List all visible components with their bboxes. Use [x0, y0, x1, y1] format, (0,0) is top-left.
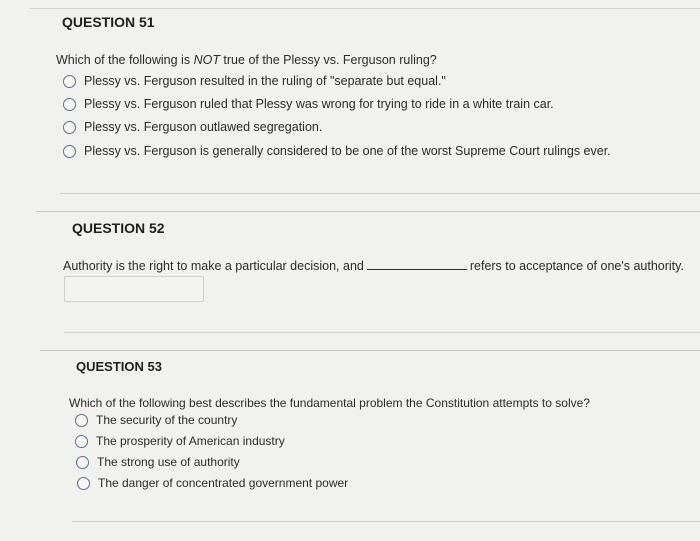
q53-option-2[interactable] — [75, 434, 285, 448]
q53-option-2-label: The prosperity of American industry — [96, 434, 285, 448]
question-52-prompt — [63, 259, 684, 273]
q51-option-4-label: Plessy vs. Ferguson is generally considered to be one of the worst Supreme Court rulings ever. — [84, 144, 611, 158]
radio-button[interactable] — [75, 435, 88, 448]
q53-option-4-label: The danger of concentrated government power — [98, 476, 349, 490]
radio-button[interactable] — [63, 98, 76, 111]
q53-option-3[interactable] — [76, 455, 240, 469]
question-51-prompt-end: true of the Plessy vs. Ferguson ruling? — [219, 53, 437, 67]
q53-inner-divider — [72, 521, 700, 522]
q51-option-2-label: Plessy vs. Ferguson ruled that Plessy was wrong for trying to ride in a white train car. — [84, 97, 554, 111]
question-51-prompt-start: Which of the following is — [56, 53, 194, 67]
question-52-title: QUESTION 52 — [72, 220, 165, 236]
radio-button[interactable] — [76, 456, 89, 469]
q51-option-4[interactable] — [63, 144, 611, 158]
radio-button[interactable] — [75, 414, 88, 427]
question-53-prompt: Which of the following best describes the fundamental problem the Constitution attempts to solve? — [69, 396, 590, 410]
question-52-prompt-end: refers to acceptance of one's authority. — [469, 259, 684, 273]
top-divider — [30, 8, 700, 9]
q53-option-4[interactable] — [77, 476, 348, 490]
radio-button[interactable] — [63, 121, 76, 134]
q51-option-1-label: Plessy vs. Ferguson resulted in the ruling of "separate but equal." — [84, 74, 446, 88]
q51-option-2[interactable] — [63, 97, 554, 111]
q53-option-1-label: The security of the country — [96, 413, 238, 427]
q51-option-3-label: Plessy vs. Ferguson outlawed segregation. — [84, 120, 323, 134]
radio-button[interactable] — [63, 145, 76, 158]
q52-section-divider — [40, 350, 700, 351]
q53-option-3-label: The strong use of authority — [97, 455, 240, 469]
q51-option-3[interactable] — [63, 120, 322, 134]
q52-inner-divider — [64, 332, 700, 333]
q53-option-1[interactable] — [75, 413, 237, 427]
question-51-prompt — [56, 53, 437, 67]
q51-section-divider — [36, 211, 700, 212]
question-51-prompt-emphasis: NOT — [193, 53, 220, 67]
question-51-title: QUESTION 51 — [62, 14, 155, 30]
question-52-prompt-start: Authority is the right to make a particular decision, and — [63, 259, 364, 273]
q51-option-1[interactable] — [63, 74, 446, 88]
fill-in-blank — [367, 259, 467, 270]
question-53-title: QUESTION 53 — [76, 359, 162, 374]
question-52-answer-field[interactable] — [64, 276, 204, 302]
radio-button[interactable] — [63, 75, 76, 88]
radio-button[interactable] — [77, 477, 90, 490]
q51-inner-divider — [60, 193, 700, 194]
